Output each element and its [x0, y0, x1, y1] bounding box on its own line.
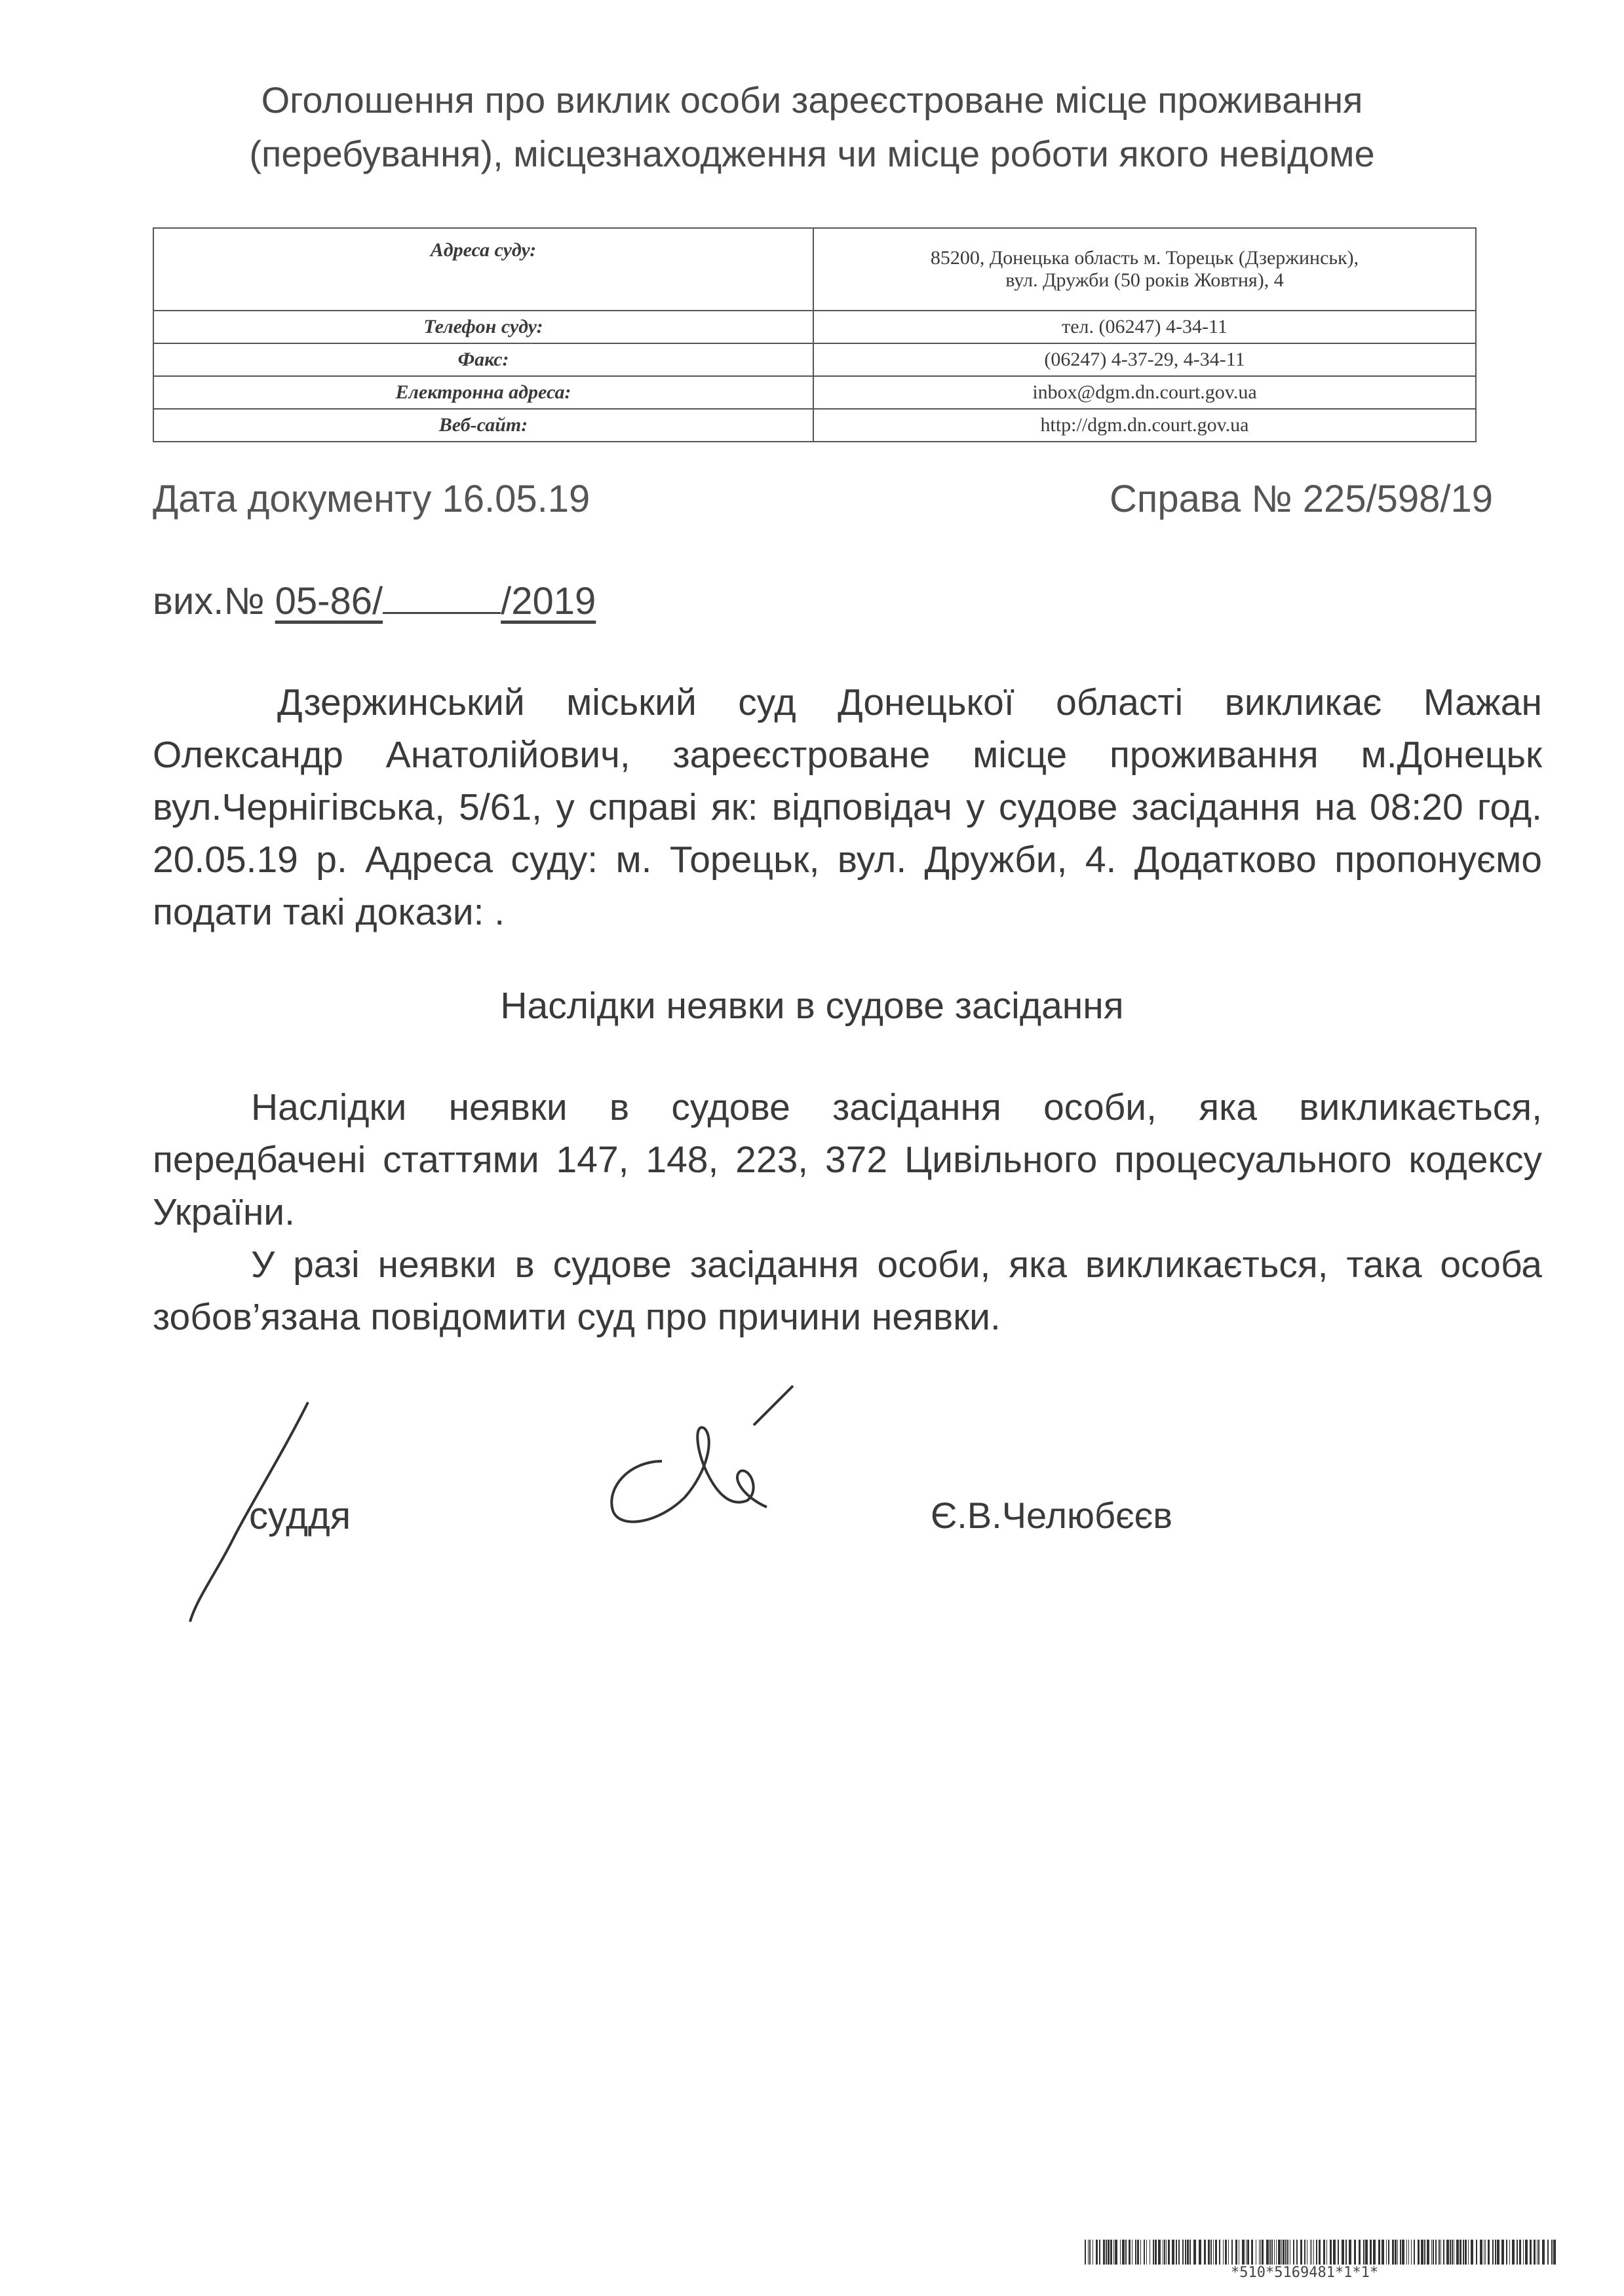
outgoing-number-end: /2019 [501, 580, 596, 622]
consequences-heading: Наслідки неявки в судове засідання [500, 985, 1124, 1027]
court-website-value: http://dgm.dn.court.gov.ua [813, 409, 1476, 442]
slash-stroke [190, 1402, 308, 1622]
court-fax-value: (06247) 4-37-29, 4-34-11 [813, 343, 1476, 376]
consequences-paragraph-1: Наслідки неявки в судове засідання особи, яка викликається, передбачені статтями 147, 148, 223, 372 Цивільного процесуального кодексу України. [153, 1086, 1542, 1233]
barcode-text: *510*5169481*1*1* [1231, 2265, 1379, 2281]
court-email-value: inbox@dgm.dn.court.gov.ua [813, 376, 1476, 409]
document-date: Дата документу 16.05.19 [153, 478, 590, 520]
summons-paragraph: Дзержинський міський суд Донецької області викликає Мажан Олександр Анатолійович, зареєстроване місце проживання м.Донецьк вул.Чернігівська, 5/61, у справі як: відповідач у судове засідання на 08:20 год. 20.05.19 р. Адреса суду: м. Торецьк, вул. Дружби, 4. Додатково пропонуємо подати такі докази: . [153, 681, 1542, 933]
court-website-label: Веб-сайт: [153, 409, 813, 442]
court-address-label: Адреса суду: [153, 228, 813, 311]
handwritten-signature [611, 1386, 793, 1521]
court-email-label: Електронна адреса: [153, 376, 813, 409]
judge-name: Є.В.Челюбєєв [931, 1495, 1172, 1536]
court-fax-label: Факс: [153, 343, 813, 376]
barcode [1085, 2240, 1556, 2265]
judge-label: суддя [249, 1495, 351, 1537]
title-line-2: (перебування), місцезнаходження чи місце роботи якого невідоме [249, 133, 1375, 174]
court-phone-value: тел. (06247) 4-34-11 [813, 311, 1476, 343]
case-number: Справа № 225/598/19 [1110, 478, 1493, 520]
court-phone-label: Телефон суду: [153, 311, 813, 343]
court-address-line-1: 85200, Донецька область м. Торецьк (Дзержинськ), [930, 247, 1359, 269]
title-line-1: Оголошення про виклик особи зареєстроване місце проживання [261, 79, 1363, 121]
outgoing-prefix: вих.№ [153, 580, 275, 622]
outgoing-number-start: 05-86/ [275, 580, 383, 622]
court-address-line-2: вул. Дружби (50 років Жовтня), 4 [1005, 269, 1284, 291]
consequences-paragraph-2: У разі неявки в судове засідання особи, яка викликається, така особа зобов’язана повідомити суд про причини неявки. [153, 1244, 1542, 1338]
